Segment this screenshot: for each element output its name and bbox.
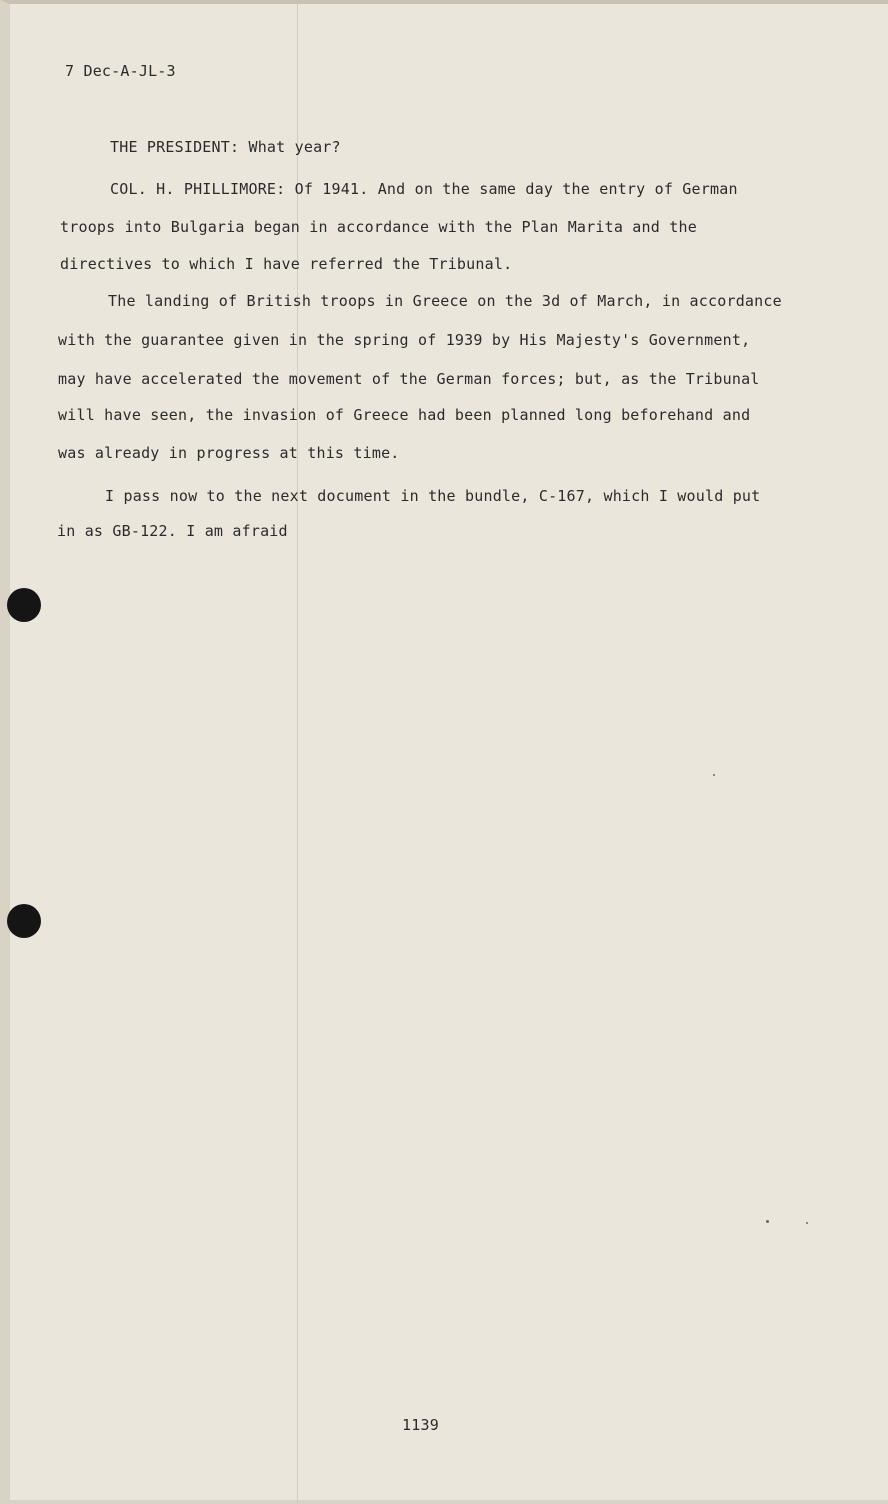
text-line: directives to which I have referred the Tribunal. (60, 255, 513, 273)
document-reference: 7 Dec-A-JL-3 (65, 62, 176, 80)
text-line: I pass now to the next document in the bundle, C-167, which I would put (105, 487, 761, 505)
text-line: was already in progress at this time. (58, 444, 400, 462)
text-line: will have seen, the invasion of Greece had been planned long beforehand and (58, 406, 751, 424)
text-line: in as GB-122. I am afraid (57, 522, 288, 540)
punch-hole (7, 904, 41, 938)
text-line: with the guarantee given in the spring of 1939 by His Majesty's Government, (58, 331, 751, 349)
text-line: troops into Bulgaria began in accordance with the Plan Marita and the (60, 218, 697, 236)
page-number: 1139 (402, 1416, 439, 1434)
text-line: The landing of British troops in Greece on the 3d of March, in accordance (108, 292, 782, 310)
text-line: THE PRESIDENT: What year? (110, 138, 341, 156)
text-line: COL. H. PHILLIMORE: Of 1941. And on the same day the entry of German (110, 180, 738, 198)
text-line: may have accelerated the movement of the German forces; but, as the Tribunal (58, 370, 760, 388)
punch-hole (7, 588, 41, 622)
